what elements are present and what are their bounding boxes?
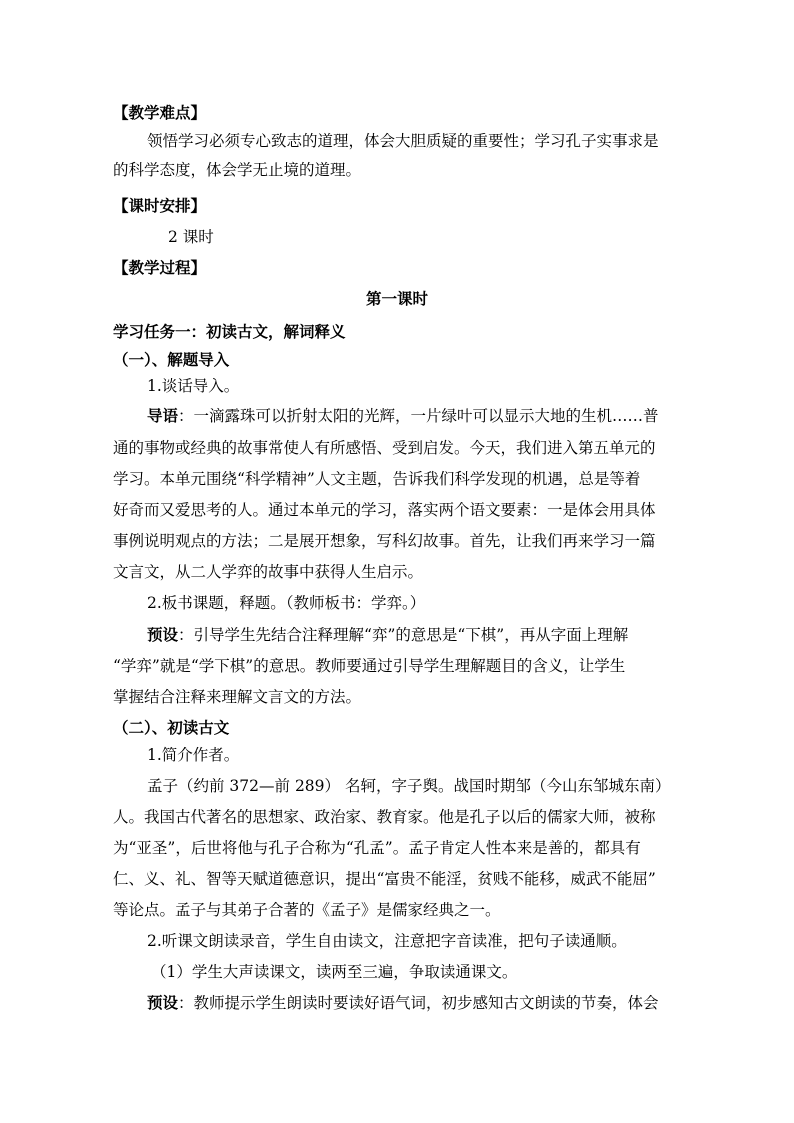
difficulty-line-1: 领悟学习必须专心致志的道理，体会大胆质疑的重要性；学习孔子实事求是 <box>147 132 659 150</box>
heading-lesson-schedule: 【课时安排】 <box>113 196 207 215</box>
intro-line-3: 学习。本单元围绕“科学精神”人文主题，告诉我们科学发现的机遇，总是等着 <box>113 470 641 488</box>
preset-1-line-1-text: ：引导学生先结合注释理解“弈”的意思是“下棋”，再从字面上理解 <box>178 626 629 644</box>
schedule-text: 2 课时 <box>168 228 214 246</box>
intro-line-1-text: ：一滴露珠可以折射太阳的光辉，一片绿叶可以显示大地的生机……普 <box>178 407 659 425</box>
author-line-2: 人。我国古代著名的思想家、政治家、教育家。他是孔子以后的儒家大师，被称 <box>113 808 656 826</box>
item-1-2: 2.板书课题，释题。（教师板书：学弈。） <box>147 594 426 612</box>
item-1-1: 1.谈话导入。 <box>147 377 240 395</box>
author-line-1: 孟子（约前 372—前 289） 名轲，字子舆。战国时期邹（今山东邹城东南） <box>147 777 671 795</box>
preset-2-label: 预设 <box>147 993 179 1012</box>
preset-2-line-text: ：教师提示学生朗读时要读好语气词，初步感知古文朗读的节奏，体会 <box>178 994 659 1012</box>
intro-line-4: 好奇而又爱思考的人。通过本单元的学习，落实两个语文要素：一是体会用具体 <box>113 501 656 519</box>
author-line-4: 仁、义、礼、智等天赋道德意识，提出“富贵不能淫，贫贱不能移，威武不能屈” <box>113 870 656 888</box>
preset-2-line <box>147 993 659 1013</box>
intro-label: 导语 <box>147 406 179 425</box>
difficulty-line-2: 的科学态度，体会学无止境的道理。 <box>113 161 362 179</box>
preset-label: 预设 <box>147 625 179 644</box>
heading-teaching-process: 【教学过程】 <box>113 258 207 277</box>
heading-teaching-difficulty: 【教学难点】 <box>113 103 207 122</box>
section-1-heading: （一）、解题导入 <box>113 350 230 369</box>
lesson-title: 第一课时 <box>365 289 428 308</box>
intro-line-6: 文言文，从二人学弈的故事中获得人生启示。 <box>113 563 424 581</box>
intro-line-2: 通的事物或经典的故事常使人有所感悟、受到启发。今天，我们进入第五单元的 <box>113 439 656 457</box>
preset-1-line-3: 掌握结合注释来理解文言文的方法。 <box>113 688 362 706</box>
intro-line-1 <box>147 406 659 426</box>
task-1-heading: 学习任务一：初读古文，解词释义 <box>113 322 346 341</box>
preset-1-line-1 <box>147 625 628 645</box>
item-2-2-sub: （1）学生大声读课文，读两至三遍，争取读通课文。 <box>151 963 518 981</box>
section-2-heading: （二）、初读古文 <box>113 718 230 737</box>
item-2-2: 2.听课文朗读录音，学生自由读文，注意把字音读准，把句子读通顺。 <box>147 932 627 950</box>
author-line-5: 等论点。孟子与其弟子合著的《孟子》是儒家经典之一。 <box>113 901 501 919</box>
item-2-1: 1.简介作者。 <box>147 746 240 764</box>
author-line-3: 为“亚圣”，后世将他与孔子合称为“孔孟”。孟子肯定人性本来是善的，都具有 <box>113 839 641 857</box>
intro-line-5: 事例说明观点的方法；二是展开想象，写科幻故事。首先，让我们再来学习一篇 <box>113 532 656 550</box>
preset-1-line-2: “学弈”就是“学下棋”的意思。教师要通过引导学生理解题目的含义，让学生 <box>113 657 626 675</box>
